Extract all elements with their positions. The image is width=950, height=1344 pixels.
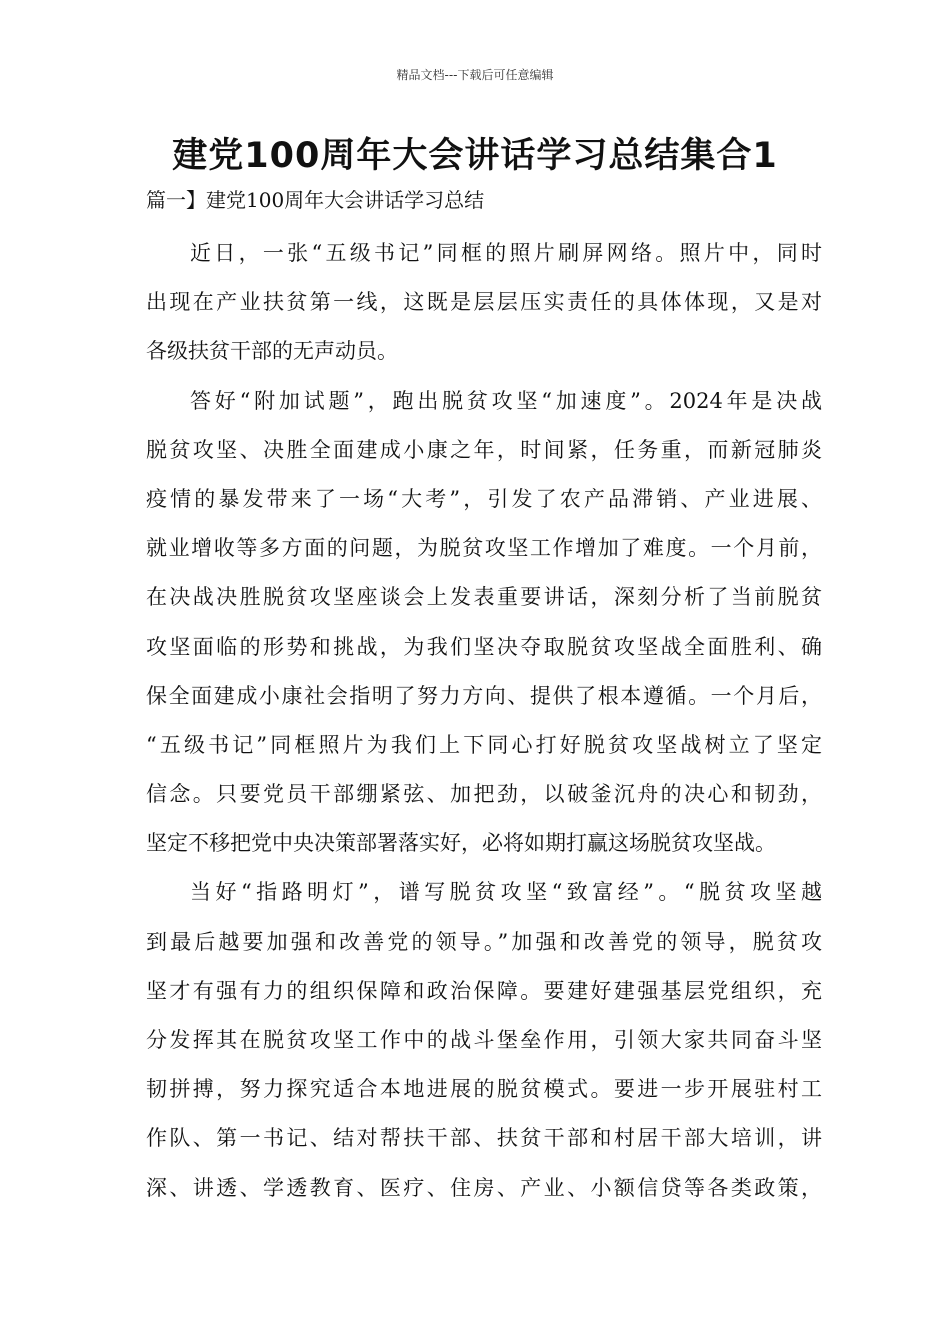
- paragraph-line: 到最后越要加强和改善党的领导。”加强和改善党的领导，脱贫攻: [146, 929, 822, 954]
- paragraph-line: 近日，一张“五级书记”同框的照片刷屏网络。照片中，同时: [190, 241, 822, 265]
- paragraph-line: 疫情的暴发带来了一场“大考”，引发了农产品滞销、产业进展、: [146, 486, 822, 511]
- paragraph-line: “五级书记”同框照片为我们上下同心打好脱贫攻坚战树立了坚定: [146, 732, 822, 757]
- paragraph-line: 信念。只要党员干部绷紧弦、加把劲，以破釜沉舟的决心和韧劲，: [146, 782, 822, 807]
- document-body: [146, 229, 822, 1213]
- section-heading: 篇一】建党100周年大会讲话学习总结: [146, 188, 485, 212]
- paragraph-line: 保全面建成小康社会指明了努力方向、提供了根本遵循。一个月后，: [146, 683, 822, 708]
- paragraph-line: 分发挥其在脱贫攻坚工作中的战斗堡垒作用，引领大家共同奋斗坚: [146, 1028, 822, 1052]
- header-note: 精品文档---下载后可任意编辑: [396, 68, 554, 82]
- paragraph-line: 各级扶贫干部的无声动员。: [146, 339, 398, 364]
- paragraph-line: 出现在产业扶贫第一线，这既是层层压实责任的具体体现，又是对: [146, 290, 822, 315]
- paragraph-line: 韧拼搏，努力探究适合本地进展的脱贫模式。要进一步开展驻村工: [146, 1077, 822, 1102]
- paragraph-line: 答好“附加试题”，跑出脱贫攻坚“加速度”。2024年是决战: [190, 388, 822, 413]
- paragraph-line: 就业增收等多方面的问题，为脱贫攻坚工作增加了难度。一个月前，: [146, 536, 822, 561]
- paragraph-line: 作队、第一书记、结对帮扶干部、扶贫干部和村居干部大培训，讲: [146, 1126, 822, 1151]
- paragraph-line: 坚才有强有力的组织保障和政治保障。要建好建强基层党组织，充: [146, 978, 822, 1003]
- paragraph-line: 攻坚面临的形势和挑战，为我们坚决夺取脱贫攻坚战全面胜利、确: [146, 634, 822, 659]
- paragraph-line: 脱贫攻坚、决胜全面建成小康之年，时间紧，任务重，而新冠肺炎: [146, 437, 822, 462]
- paragraph-line: 当好“指路明灯”，谱写脱贫攻坚“致富经”。“脱贫攻坚越: [190, 880, 822, 905]
- paragraph-line: 深、讲透、学透教育、医疗、住房、产业、小额信贷等各类政策，: [146, 1175, 822, 1200]
- document-title: 建党100周年大会讲话学习总结集合1: [172, 136, 778, 176]
- paragraph-line: 在决战决胜脱贫攻坚座谈会上发表重要讲话，深刻分析了当前脱贫: [146, 585, 822, 610]
- paragraph-line: 坚定不移把党中央决策部署落实好，必将如期打赢这场脱贫攻坚战。: [146, 831, 776, 856]
